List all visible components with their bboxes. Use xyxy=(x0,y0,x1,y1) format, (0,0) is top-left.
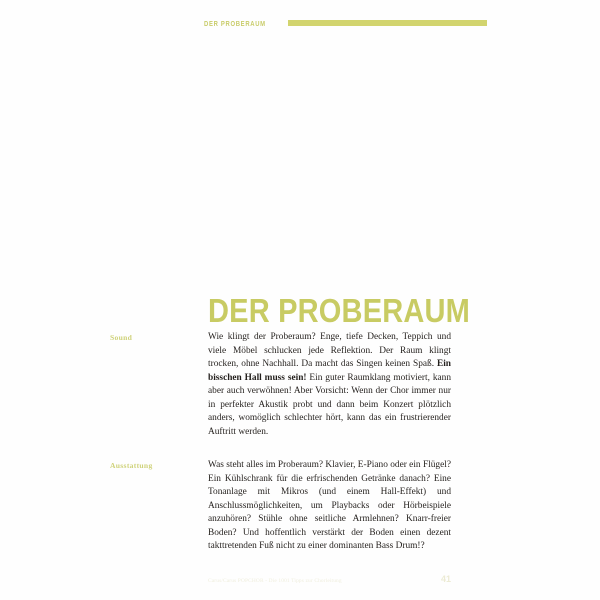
sound-text-tail: Ein guter Raumklang motiviert, kann aber auch verwöhnen! Aber Vorsicht: Wenn der Chor immer nur in perfekter Akustik probt und dann beim Konzert plötzlich anders, womöglich schlechter hört, kann das ein frustrierender Auftritt werden. xyxy=(208,372,451,437)
section-label-sound: Sound xyxy=(110,333,133,342)
chapter-title: DER PROBERAUM xyxy=(208,292,471,330)
ausstattung-text-lead: Was steht alles im Proberaum? Klavier, E-Piano oder ein Flügel? Ein Kühlschrank für die erfrischenden Getränke danach? Eine Tonanlage mit Mikros (und einem Hall-Effekt) und Anschlussmöglichkeiten, um Playbacks oder Hörbeispiele anzuhören? Stühle ohne seitliche Armlehnen? Knarr-freier Boden? Und hoffentlich verstärkt der Boden einen dezent takttretenden Fuß nicht zu einer dominanten Bass Drum!? xyxy=(208,460,451,552)
page-footer xyxy=(208,574,451,584)
page-number: 41 xyxy=(440,574,451,584)
footer-credit: Carus/Carus POPCHOR - Die 1001 Tipps zur Chorleitung xyxy=(208,578,342,584)
header-rule xyxy=(288,20,487,26)
section-body-ausstattung xyxy=(208,459,451,554)
sound-text-emphasis: Ein bisschen Hall muss sein! xyxy=(208,359,451,383)
section-body-sound xyxy=(208,331,451,439)
running-header-title: DER PROBERAUM xyxy=(204,18,266,28)
sound-text-lead: Wie klingt der Proberaum? Enge, tiefe Decken, Teppich und viele Möbel schlucken jede Reflektion. Der Raum klingt trocken, ohne Nachhall. Da macht das Singen keinen Spaß. xyxy=(208,332,451,370)
running-header xyxy=(0,16,600,30)
section-label-ausstattung: Ausstattung xyxy=(110,461,153,470)
